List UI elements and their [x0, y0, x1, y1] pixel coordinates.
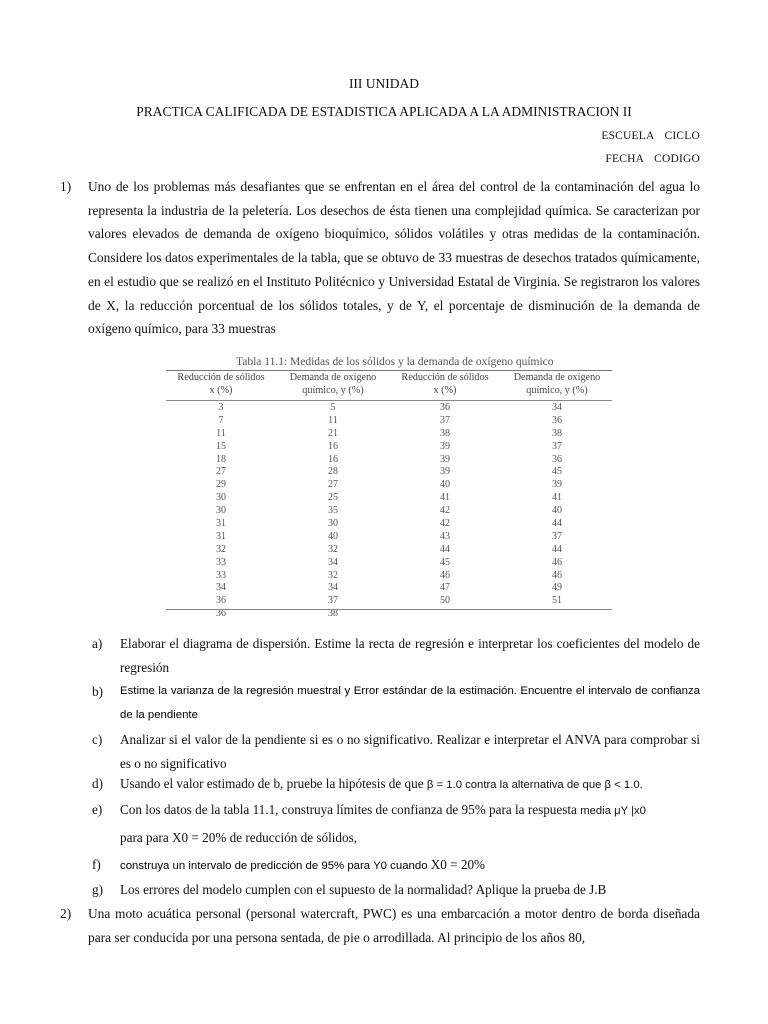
- column-y2: [502, 402, 612, 608]
- header-y1: [278, 371, 388, 397]
- header-y2-unit: químico, y (%): [526, 385, 588, 396]
- table-cell: 33: [216, 569, 226, 581]
- table-cell: 46: [552, 569, 562, 581]
- item-d-text: [120, 772, 700, 798]
- table-cell: 43: [440, 530, 450, 542]
- item-d-label: d): [92, 776, 103, 791]
- table-cell: 50: [440, 595, 450, 607]
- table-cell: 38: [552, 427, 562, 439]
- table-cell: 38: [440, 427, 450, 439]
- table-cell: 44: [552, 543, 562, 555]
- unit-heading: III UNIDAD: [348, 76, 420, 91]
- table-cell: 37: [552, 440, 562, 452]
- table-cell: 33: [216, 556, 226, 568]
- table-cell: 30: [328, 518, 338, 530]
- table-cell: 51: [552, 595, 562, 607]
- item-g-label: g): [92, 882, 103, 897]
- table-cell: 18: [216, 453, 226, 465]
- item-d-text-2: β = 1.0 contra la alternativa de que β < 1.0.: [426, 779, 643, 791]
- table-cell: 34: [216, 582, 226, 594]
- table-cell: 28: [328, 466, 338, 478]
- table-cell: 35: [328, 505, 338, 517]
- ciclo-label: CICLO: [664, 130, 700, 142]
- table-cell: 34: [552, 402, 562, 413]
- item-e-text-1: Con los datos de la tabla 11.1, construya límites de confianza de 95% para la respuesta: [120, 802, 581, 817]
- header-y2-label: Demanda de oxígeno: [513, 372, 601, 383]
- page-title: PRACTICA CALIFICADA DE ESTADISTICA APLICADA A LA ADMINISTRACION II: [136, 104, 632, 119]
- table-cell: 44: [440, 543, 450, 555]
- header-x1: [166, 371, 276, 397]
- item-a-label: a): [92, 636, 103, 651]
- table-cell: 47: [440, 582, 450, 594]
- table-cell: 5: [330, 402, 336, 413]
- table-cell: 36: [216, 595, 226, 607]
- question-1-text: Uno de los problemas más desafiantes que se enfrentan en el área del control de la contaminación del agua lo representa la industria de la peletería. Los desechos de ésta tienen una complejidad química. Se caracterizan por valores elevados de demanda de oxígeno bioquímico, sólidos volátiles y otras medidas de la contaminación. Considere los datos experimentales de la tabla, que se obtuvo de 33 muestras de desechos tratados químicamente, en el estudio que se realizó en el Instituto Politécnico y Universidad Estatal de Virginia. Se registraron los valores de X, la reducción porcentual de los sólidos totales, y de Y, el porcentaje de disminución de la demanda de oxígeno químico, para 33 muestras: [88, 179, 700, 337]
- table-cell: 37: [552, 530, 562, 542]
- table-cell: 39: [552, 479, 562, 491]
- table-cell: 16: [328, 440, 338, 452]
- table-cell: 46: [552, 556, 562, 568]
- table-cell: 45: [440, 556, 450, 568]
- table-cell: 30: [216, 505, 226, 517]
- table-bottom-rule: [166, 609, 612, 610]
- table-cell: 42: [440, 518, 450, 530]
- table-cell: 31: [216, 530, 226, 542]
- question-2-text: Una moto acuática personal (personal watercraft, PWC) es una embarcación a motor dentro de borda diseñada para ser conducida por una persona sentada, de pie o arrodillada. Al principio de los años 80,: [88, 906, 700, 945]
- table-cell: 32: [328, 543, 338, 555]
- table-cell: 39: [440, 466, 450, 478]
- column-x1: [166, 402, 276, 621]
- table-cell: 34: [328, 582, 338, 594]
- table-cell: 44: [552, 518, 562, 530]
- header-y1-label: Demanda de oxígeno: [289, 372, 377, 383]
- item-f-text-2: X0 = 20%: [430, 857, 486, 872]
- item-e-text-2: media μY |x0: [580, 805, 646, 817]
- item-c-text: Analizar si el valor de la pendiente si es o no significativo. Realizar e interpretar el ANVA para comprobar si es o no significativo: [120, 732, 700, 771]
- header-x1-label: Reducción de sólidos: [177, 372, 265, 383]
- table-cell: 36: [216, 608, 226, 620]
- table-cell: 34: [328, 556, 338, 568]
- table-cell: 32: [216, 543, 226, 555]
- table-cell: 27: [328, 479, 338, 491]
- item-b-text: Estime la varianza de la regresión muestral y Error estándar de la estimación. Encuentre el intervalo de confianza de la pendiente: [120, 685, 700, 721]
- table-cell: 38: [328, 608, 338, 620]
- meta-fecha-codigo: [595, 153, 700, 165]
- item-f-label: f): [92, 857, 101, 872]
- table-cell: 36: [552, 414, 562, 426]
- fecha-label: FECHA: [605, 153, 645, 165]
- table-cell: 21: [328, 427, 338, 439]
- column-x2: [390, 402, 500, 608]
- table-cell: 40: [552, 505, 562, 517]
- header-x2-label: Reducción de sólidos: [401, 372, 489, 383]
- table-cell: 27: [216, 466, 226, 478]
- table-cell: 37: [440, 414, 450, 426]
- item-e-text-3: para para X0 = 20% de reducción de sólidos,: [120, 830, 358, 845]
- item-e-text: [120, 798, 700, 824]
- table-cell: 39: [440, 453, 450, 465]
- item-a-text: Elaborar el diagrama de dispersión. Estime la recta de regresión e interpretar los coeficientes del modelo de regresión: [120, 636, 700, 675]
- header-y2: [502, 371, 612, 397]
- item-d-text-1: Usando el valor estimado de b, pruebe la hipótesis de que: [120, 776, 427, 791]
- table-header-rule: [166, 400, 612, 401]
- table-cell: 3: [218, 402, 224, 413]
- table-cell: 42: [440, 505, 450, 517]
- item-f-text-1: construya un intervalo de predicción de 95% para Y0 cuando: [120, 860, 431, 872]
- header-x1-unit: x (%): [209, 385, 233, 396]
- header-x2-unit: x (%): [433, 385, 457, 396]
- header-y1-unit: químico, y (%): [302, 385, 364, 396]
- item-e-label: e): [92, 802, 103, 817]
- table-cell: 49: [552, 582, 562, 594]
- table-cell: 46: [440, 569, 450, 581]
- table-cell: 39: [440, 440, 450, 452]
- item-b-label: b): [92, 684, 103, 699]
- table-cell: 40: [440, 479, 450, 491]
- table-caption: Tabla 11.1: Medidas de los sólidos y la demanda de oxígeno químico: [236, 356, 554, 368]
- table-cell: 41: [440, 492, 450, 504]
- table-cell: 41: [552, 492, 562, 504]
- table-cell: 45: [552, 466, 562, 478]
- table-cell: 7: [218, 414, 224, 426]
- table-cell: 36: [440, 402, 450, 413]
- item-g-text: Los errores del modelo cumplen con el supuesto de la normalidad? Aplique la prueba de J.B: [120, 882, 607, 897]
- table-cell: 15: [216, 440, 226, 452]
- data-table: [166, 356, 612, 620]
- table-cell: 30: [216, 492, 226, 504]
- table-cell: 25: [328, 492, 338, 504]
- question-2-number: 2): [60, 906, 72, 921]
- item-c-label: c): [92, 732, 103, 747]
- table-cell: 31: [216, 518, 226, 530]
- table-cell: 37: [328, 595, 338, 607]
- header-x2: [390, 371, 500, 397]
- column-y1: [278, 402, 388, 621]
- question-1-number: 1): [60, 179, 72, 194]
- codigo-label: CODIGO: [654, 153, 700, 165]
- item-f-text: [120, 853, 700, 879]
- table-cell: 40: [328, 530, 338, 542]
- table-cell: 11: [216, 427, 226, 439]
- table-cell: 32: [328, 569, 338, 581]
- table-cell: 36: [552, 453, 562, 465]
- meta-escuela-ciclo: [591, 130, 700, 142]
- table-cell: 29: [216, 479, 226, 491]
- escuela-label: ESCUELA: [601, 130, 655, 142]
- table-cell: 11: [328, 414, 338, 426]
- table-cell: 16: [328, 453, 338, 465]
